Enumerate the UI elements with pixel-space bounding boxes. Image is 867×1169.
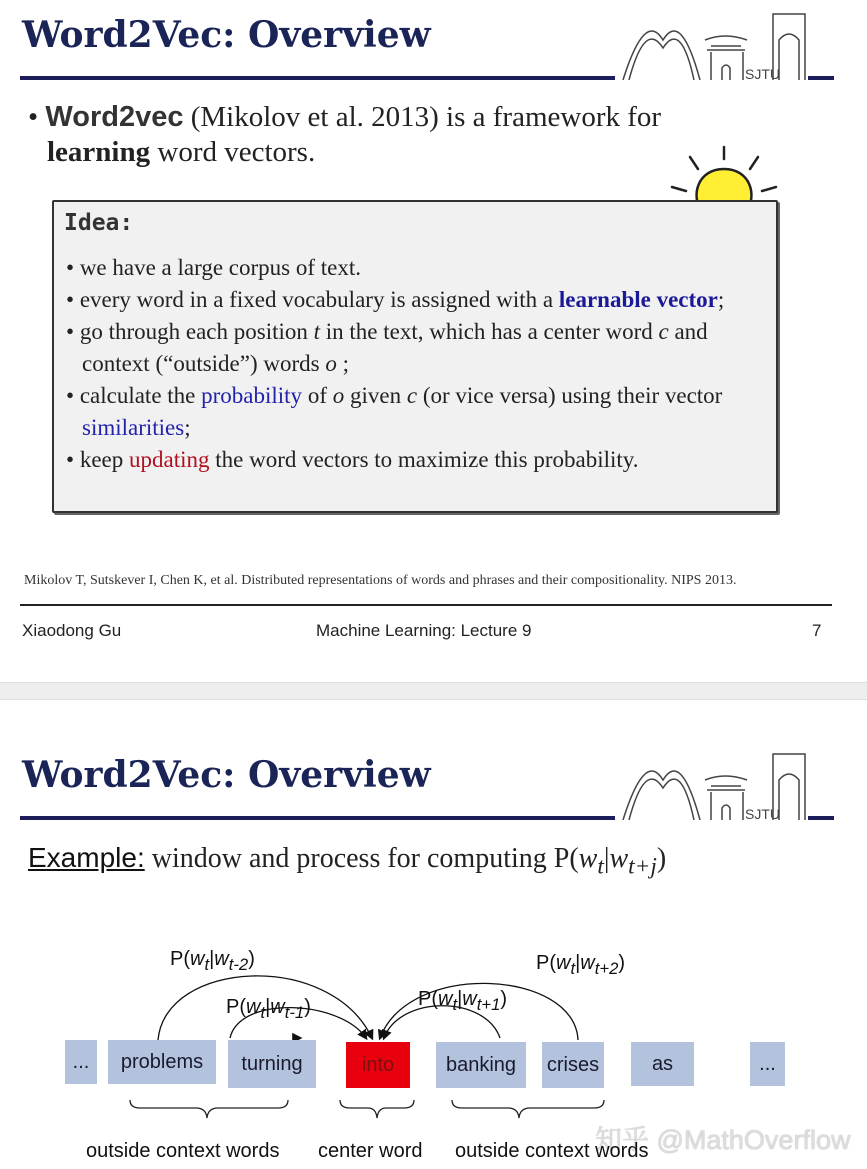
- footer-course: Machine Learning: Lecture 9: [316, 621, 532, 640]
- svg-text:SJTU: SJTU: [745, 66, 780, 80]
- reference: Mikolov T, Sutskever I, Chen K, et al. Distributed representations of words and phrases and their compositionality. NIPS 2013.: [24, 573, 737, 588]
- idea-item: • calculate the probability of o given c (or vice versa) using their vector similarities;: [66, 380, 771, 444]
- word-box: ...: [65, 1040, 97, 1084]
- title-rule: [20, 816, 615, 820]
- title-rule-end: [808, 76, 834, 80]
- word-box: turning: [228, 1040, 316, 1088]
- idea-item: • keep updating the word vectors to maximize this probability.: [66, 444, 771, 476]
- title-rule-end: [808, 816, 834, 820]
- svg-text:SJTU: SJTU: [745, 806, 780, 820]
- prob-label-t+2: $P(w_t|w_{t+2})$: [536, 952, 626, 978]
- idea-box: [52, 200, 778, 513]
- brace-label-center: center word: [318, 1140, 423, 1162]
- example-line: Example: window and process for computing $P(w_t|w_{t+j})$: [28, 842, 667, 880]
- slide2-title: Word2Vec: Overview: [22, 754, 431, 796]
- word-box: ...: [750, 1042, 785, 1086]
- prob-label-t-2: $P(w_t|w_{t-2})$: [170, 948, 255, 974]
- word-box: as: [631, 1042, 694, 1086]
- idea-item: • we have a large corpus of text.: [66, 252, 771, 284]
- word-box: problems: [108, 1040, 216, 1084]
- brace-label-right: outside context words: [455, 1140, 649, 1162]
- title-rule: [20, 76, 615, 80]
- footer-page: 7: [812, 621, 822, 640]
- footer-rule: [20, 604, 832, 606]
- idea-item: • go through each position t in the text, which has a center word c and context (“outside”) words o ;: [66, 316, 771, 380]
- word-box: crises: [542, 1042, 604, 1088]
- word-box: banking: [436, 1042, 526, 1088]
- prob-label-t+1: $P(w_t|w_{t+1})$: [418, 988, 508, 1014]
- intro-bullet: • Word2vec (Mikolov et al. 2013) is a framework for learning word vectors.: [28, 101, 662, 168]
- sjtu-logo: [615, 750, 810, 820]
- brace-label-left: outside context words: [86, 1140, 280, 1162]
- slide1-title: Word2Vec: Overview: [22, 14, 431, 56]
- idea-item: • every word in a fixed vocabulary is assigned with a learnable vector;: [66, 284, 771, 316]
- slide-separator: [0, 682, 867, 700]
- idea-heading: Idea:: [64, 210, 134, 236]
- center-word-box: into: [346, 1042, 410, 1088]
- prob-label-t-1: $P(w_t|w_{t-1})$: [226, 996, 311, 1022]
- sjtu-logo: [615, 10, 810, 80]
- footer-author: Xiaodong Gu: [22, 621, 122, 640]
- watermark: 知乎 @MathOverflow: [595, 1125, 851, 1155]
